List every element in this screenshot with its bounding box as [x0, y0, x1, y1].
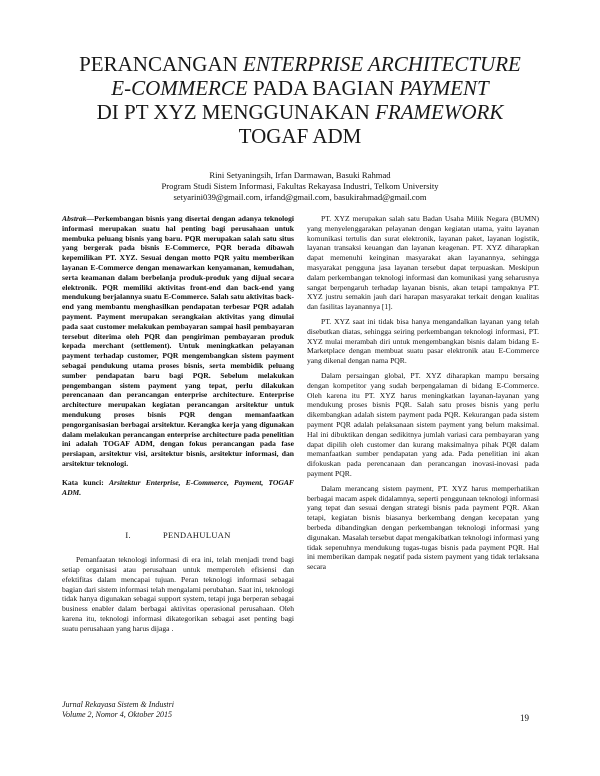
right-column	[307, 214, 539, 572]
title-text-italic: E-COMMERCE	[111, 76, 248, 100]
title-line-2	[40, 76, 560, 100]
title-text: PADA BAGIAN	[247, 76, 400, 100]
paper-title	[40, 52, 560, 148]
title-text: PERANCANGAN	[79, 52, 244, 76]
section-number: I.	[125, 531, 131, 541]
body-paragraph: PT. XYZ saat ini tidak bisa hanya mengandalkan layanan yang telah disebutkan diatas, sehingga seiring perkembangan teknologi informasi, PT. XYZ mulai merambah diri untuk mengembangkan bisnis dalam bidang E-Marketplace dengan membuat suatu pasar elektronik atau E-Commerce yang dikenal dengan nama PQR.	[307, 316, 539, 366]
title-text-italic: PAYMENT	[399, 76, 489, 100]
abstract-lead: Abstrak	[62, 214, 87, 223]
abstract	[62, 214, 294, 469]
journal-footer	[62, 700, 174, 720]
page-number: 19	[520, 713, 529, 723]
body-paragraph: PT. XYZ merupakan salah satu Badan Usaha Milik Negara (BUMN) yang menyelenggarakan pelayanan dengan kegiatan utama, yaitu layanan komunikasi tertulis dan surat elektronik, layanan paket, layanan logistik, layanan transaksi keuangan dan layanan keagenan. PT. XYZ diharapkan dapat memenuhi keinginan masyarakat akan layanannya, sehingga masyarakat pengguna jasa layanan tersebut dapat terpuaskan. Meskipun dalam perkembangan teknologi informasi dan komunikasi yang seharusnya sangat berpengaruh terhadap layanan bisnis, akan tetapi tampaknya PT. XYZ justru semakin jauh dari harapan masyarakat terkait dengan kualitas dan fasilitas layanannya [1].	[307, 214, 539, 312]
title-line-3	[40, 100, 560, 124]
journal-volume: Volume 2, Nomor 4, Oktober 2015	[62, 710, 172, 719]
journal-name: Jurnal Rekayasa Sistem & Industri	[62, 700, 174, 709]
title-line-4: TOGAF ADM	[238, 124, 362, 148]
title-text-italic: ENTERPRISE ARCHITECTURE	[243, 52, 521, 76]
title-text: DI PT XYZ MENGGUNAKAN	[96, 100, 376, 124]
keywords-text: Arsitektur Enterprise, E-Commerce, Payment, TOGAF ADM.	[62, 477, 294, 497]
keywords	[62, 478, 294, 498]
author-affiliation: Program Studi Sistem Informasi, Fakultas Rekayasa Industri, Telkom University	[161, 181, 439, 191]
abstract-text: —Perkembangan bisnis yang disertai dengan adanya teknologi informasi merupakan suatu hal penting bagi perusahaan untuk membuka peluang bisnis yang baru. PQR merupakan salah satu situs yang bergerak pada bisnis E-Commerce, PQR berada dibawah kepemilikan PT. XYZ. Sesuai dengan motto PQR yaitu memberikan layanan E-Commerce dengan menawarkan kenyamanan, kemudahan, serta keamanan dalam berbelanja produk-produk yang dijual secara elektronik. PQR memiliki aktivitas front-end dan back-end yang mendukung berjalannya suatu E-Commerce. Salah satu aktivitas back-end yang membantu menghasilkan pendapatan terbesar PQR adalah payment. Payment merupakan serangkaian aktivitas yang dimulai pada saat customer melakukan pembayaran sampai hasil pembayaran tersebut diterima oleh PQR dan pengiriman pembayaran produk kepada merchant (settlement). Untuk meningkatkan pelayanan payment terhadap customer, PQR mengembangkan sistem payment sebagai pendukung utama proses bisnis, serta membidik peluang sumber pendapatan baru bagi PQR. Sebelum melakukan pengembangan sistem payment yang tepat, perlu dilakukan perencanaan dan perancangan enterprise architecture. Enterprise architecture merupakan kegiatan perancangan arsitektur untuk mendukung proses bisnis PQR dengan memanfaatkan pengorganisasian berbagai arsitektur. Kerangka kerja yang digunakan dalam melakukan perancangan enterprise architecture pada penelitian ini adalah TOGAF ADM, dengan fokus perancangan pada fase persiapan, arsitektur visi, arsitektur bisnis, arsitektur informasi, dan arsitektur teknologi.	[62, 214, 294, 468]
author-names: Rini Setyaningsih, Irfan Darmawan, Basuki Rahmad	[209, 170, 391, 180]
section-title: PENDAHULUAN	[163, 531, 231, 541]
body-paragraph: Dalam merancang sistem payment, PT. XYZ harus memperhatikan berbagai macam aspek didalamnya, seperti penggunaan teknologi informasi yang tepat dan sesuai dengan strategi bisnis pada payment PQR. Akan tetapi, kegiatan bisnis biasanya berkembang dengan kecepatan yang berbeda dibandingkan dengan perkembangan teknologi informasi yang digunakan. Masalah tersebut dapat mengakibatkan teknologi informasi yang tidak sepenuhnya mendukung tugas-tugas bisnis pada payment PQR. Hal ini memberikan dampak negatif pada sistem payment yang tidak terlaksana secara	[307, 483, 539, 572]
author-block	[40, 170, 560, 203]
body-paragraph: Dalam persaingan global, PT. XYZ diharapkan mampu bersaing dengan kompetitor yang sudah berpengalaman di bidang E-Commerce. Oleh karena itu PT. XYZ harus meningkatkan layanan-layanan yang mendukung proses bisnis PQR. Salah satu proses bisnis yang perlu dikembangkan adalah sistem payment pada PQR. Kekurangan pada sistem payment PQR adalah pelaksanaan sistem payment yang belum maksimal. Hal ini dibuktikan dengan sedikitnya jumlah variasi cara pembayaran yang dapat dipilih oleh customer dan kurang maksimalnya pihak PQR dalam memanfaatkan sumber pendapatan yang ada. Pada penelitian ini akan difokuskan pada perencanaan dan perancangan inovasi-inovasi pada payment PQR.	[307, 370, 539, 478]
left-column	[62, 214, 294, 633]
author-emails: setyarini039@gmail.com, irfand@gmail.com, basukirahmad@gmail.com	[173, 192, 427, 202]
title-line-1	[40, 52, 560, 76]
body-paragraph: Pemanfaatan teknologi informasi di era ini, telah menjadi trend bagi setiap organisasi atau perusahaan untuk memperoleh efisiensi dan efektifitas dalam mencapai tujuan. Peran teknologi informasi sebagai bagian dari sistem informasi telah mengalami perubahan. Saat ini, teknologi tidak hanya digunakan sebagai support system, tetapi juga berperan sebagai business enabler dalam berbagai aktivitas operasional perusahaan. Oleh karena itu, teknologi informasi dikategorikan sebagai aset penting bagi suatu perusahaan yang harus dijaga .	[62, 555, 294, 633]
title-text-italic: FRAMEWORK	[375, 100, 504, 124]
section-heading	[62, 531, 294, 541]
keywords-lead: Kata kunci:	[62, 477, 109, 487]
